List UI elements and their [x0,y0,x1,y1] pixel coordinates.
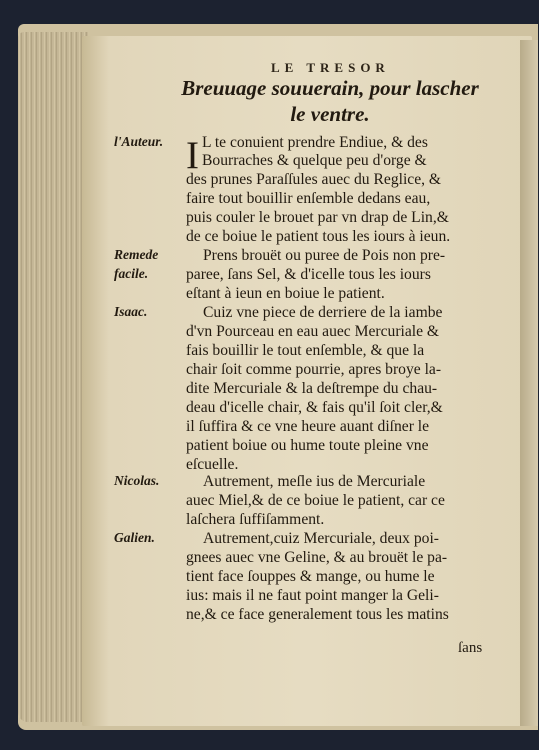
text-line: L te conuient prendre Endiue, & des [202,134,428,151]
text-line: Autrement,cuiz Mercuriale, deux poi- [203,530,439,547]
text-line: faire tout bouillir enſemble dedans eau, [186,190,431,207]
text-line: dite Mercuriale & la deſtrempe du chau- [186,380,438,397]
margin-note-auteur: l'Auteur. [114,134,164,149]
text-line: d'vn Pourceau en eau auec Mercuriale & [186,323,440,340]
text-line: ne,& ce face generalement tous les matins [186,606,449,623]
text-line: eſtant à ieun en boiue le patient. [186,285,385,302]
margin-note-galien: Galien. [114,530,155,545]
text-line: fais bouillir le tout enſemble, & que la [186,342,425,359]
page-edges [18,32,88,722]
running-head: LE TRESOR [271,60,390,75]
text-line: chair ſoit comme pourrie, apres broye la- [186,361,442,378]
text-line: gnees auec vne Geline, & au brouët le pa- [186,549,448,566]
margin-note-facile: facile. [114,266,149,281]
text-line: de ce boiue le patient tous les iours à ieun. [186,228,451,245]
text-line: deau d'icelle chair, & fais qu'il ſoit cler,& [186,399,443,416]
text-line: tient face ſouppes & mange, ou hume le [186,568,435,585]
recipe-heading-line-1: Breuuage souuerain, pour lascher [181,76,479,100]
text-line: laſchera ſuffiſamment. [186,511,325,528]
catchword: ſans [458,640,483,656]
margin-note-isaac: Isaac. [114,304,148,319]
margin-note-remede: Remede [114,247,159,262]
facing-page-edge [520,40,538,726]
drop-cap: I [186,134,199,177]
margin-note-nicolas: Nicolas. [114,473,160,488]
text-line: il ſuffira & ce vne heure auant diſner le [186,418,430,435]
text-line: des prunes Paraſſules auec du Reglice, & [186,171,442,188]
text-line: puis couler le brouet par vn drap de Lin,& [186,209,449,226]
text-line: auec Miel,& de ce boiue le patient, car ce [186,492,445,509]
text-line: Cuiz vne piece de derriere de la iambe [203,304,443,321]
text-line: Prens brouët ou puree de Pois non pre- [203,247,446,264]
text-line: paree, ſans Sel, & d'icelle tous les iours [186,266,431,283]
text-line: Bourraches & quelque peu d'orge & [202,152,427,169]
text-line: patient boiue ou hume toute pleine vne [186,437,429,454]
text-line: Autrement, meſle ius de Mercuriale [203,473,426,490]
text-line: eſcuelle. [186,456,239,473]
text-line: ius: mais il ne faut point manger la Geli- [186,587,439,604]
recipe-heading-line-2: le ventre. [290,102,370,126]
